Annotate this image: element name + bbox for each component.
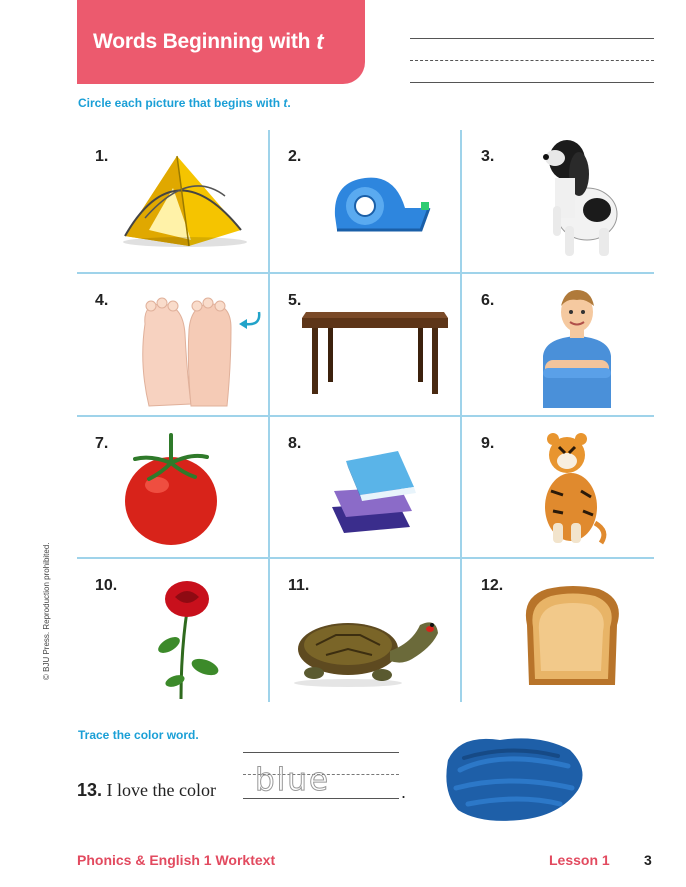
page-title-letter: t bbox=[316, 29, 324, 54]
title-banner bbox=[77, 0, 365, 84]
table-picture bbox=[300, 304, 450, 396]
writing-line-top bbox=[410, 38, 654, 39]
picture-cell-tent[interactable] bbox=[77, 130, 269, 273]
feet-picture bbox=[135, 294, 265, 410]
turtle-picture bbox=[286, 609, 446, 689]
rose-picture bbox=[151, 581, 221, 701]
item-number: 6. bbox=[481, 292, 495, 309]
picture-cell-toast[interactable] bbox=[463, 559, 655, 702]
sentence-period: . bbox=[401, 782, 407, 802]
writing-line-mid bbox=[410, 60, 654, 61]
trace-line-bottom bbox=[243, 798, 399, 799]
item-number: 4. bbox=[95, 292, 109, 309]
instruction-end: . bbox=[287, 96, 291, 110]
copyright-notice: © BJU Press. Reproduction prohibited. bbox=[42, 542, 51, 680]
item-number: 11. bbox=[288, 577, 310, 594]
writing-line-bottom bbox=[410, 82, 654, 83]
toast-picture bbox=[517, 581, 627, 691]
item-number: 9. bbox=[481, 435, 495, 452]
picture-cell-tiger[interactable] bbox=[463, 417, 655, 560]
picture-cell-table[interactable] bbox=[270, 274, 462, 417]
tape-dispenser-picture bbox=[325, 168, 435, 248]
item-number: 2. bbox=[288, 148, 302, 165]
picture-cell-rose[interactable] bbox=[77, 559, 269, 702]
item-number: 12. bbox=[481, 577, 504, 594]
sentence-number: 13. bbox=[77, 780, 103, 800]
dog-picture bbox=[525, 130, 625, 260]
picture-cell-turtle[interactable] bbox=[270, 559, 462, 702]
trace-word: blue bbox=[255, 762, 331, 798]
picture-cell-books[interactable] bbox=[270, 417, 462, 560]
instruction-text: Circle each picture that begins with bbox=[78, 96, 281, 110]
tomato-picture bbox=[121, 429, 221, 547]
item-number: 1. bbox=[95, 148, 109, 165]
item-number: 3. bbox=[481, 148, 495, 165]
picture-cell-toes[interactable] bbox=[77, 274, 269, 417]
picture-cell-boy[interactable] bbox=[463, 274, 655, 417]
page-number: 3 bbox=[644, 852, 652, 868]
footer-book-title: Phonics & English 1 Worktext bbox=[77, 852, 276, 868]
tiger-picture bbox=[529, 431, 609, 545]
instruction-trace: Trace the color word. bbox=[78, 728, 199, 742]
instruction-letter: t bbox=[283, 96, 288, 110]
books-picture bbox=[328, 447, 428, 537]
picture-cell-tape[interactable] bbox=[270, 130, 462, 273]
item-number: 7. bbox=[95, 435, 109, 452]
item-number: 10. bbox=[95, 577, 118, 594]
trace-word-area[interactable] bbox=[243, 752, 399, 802]
sentence-line bbox=[77, 780, 216, 801]
name-writing-lines[interactable] bbox=[410, 38, 654, 86]
item-number: 5. bbox=[288, 292, 302, 309]
item-number: 8. bbox=[288, 435, 302, 452]
page-title: Words Beginning with bbox=[93, 30, 311, 53]
footer-lesson: Lesson 1 bbox=[549, 852, 610, 868]
picture-cell-dog[interactable] bbox=[463, 130, 655, 273]
boy-picture bbox=[537, 286, 617, 408]
instruction-circle bbox=[78, 96, 291, 110]
sentence-text: I love the color bbox=[106, 780, 216, 800]
trace-line-top bbox=[243, 752, 399, 753]
picture-cell-tomato[interactable] bbox=[77, 417, 269, 560]
blue-paint-swatch bbox=[440, 730, 590, 826]
picture-grid bbox=[77, 130, 654, 702]
tent-picture bbox=[115, 148, 255, 248]
